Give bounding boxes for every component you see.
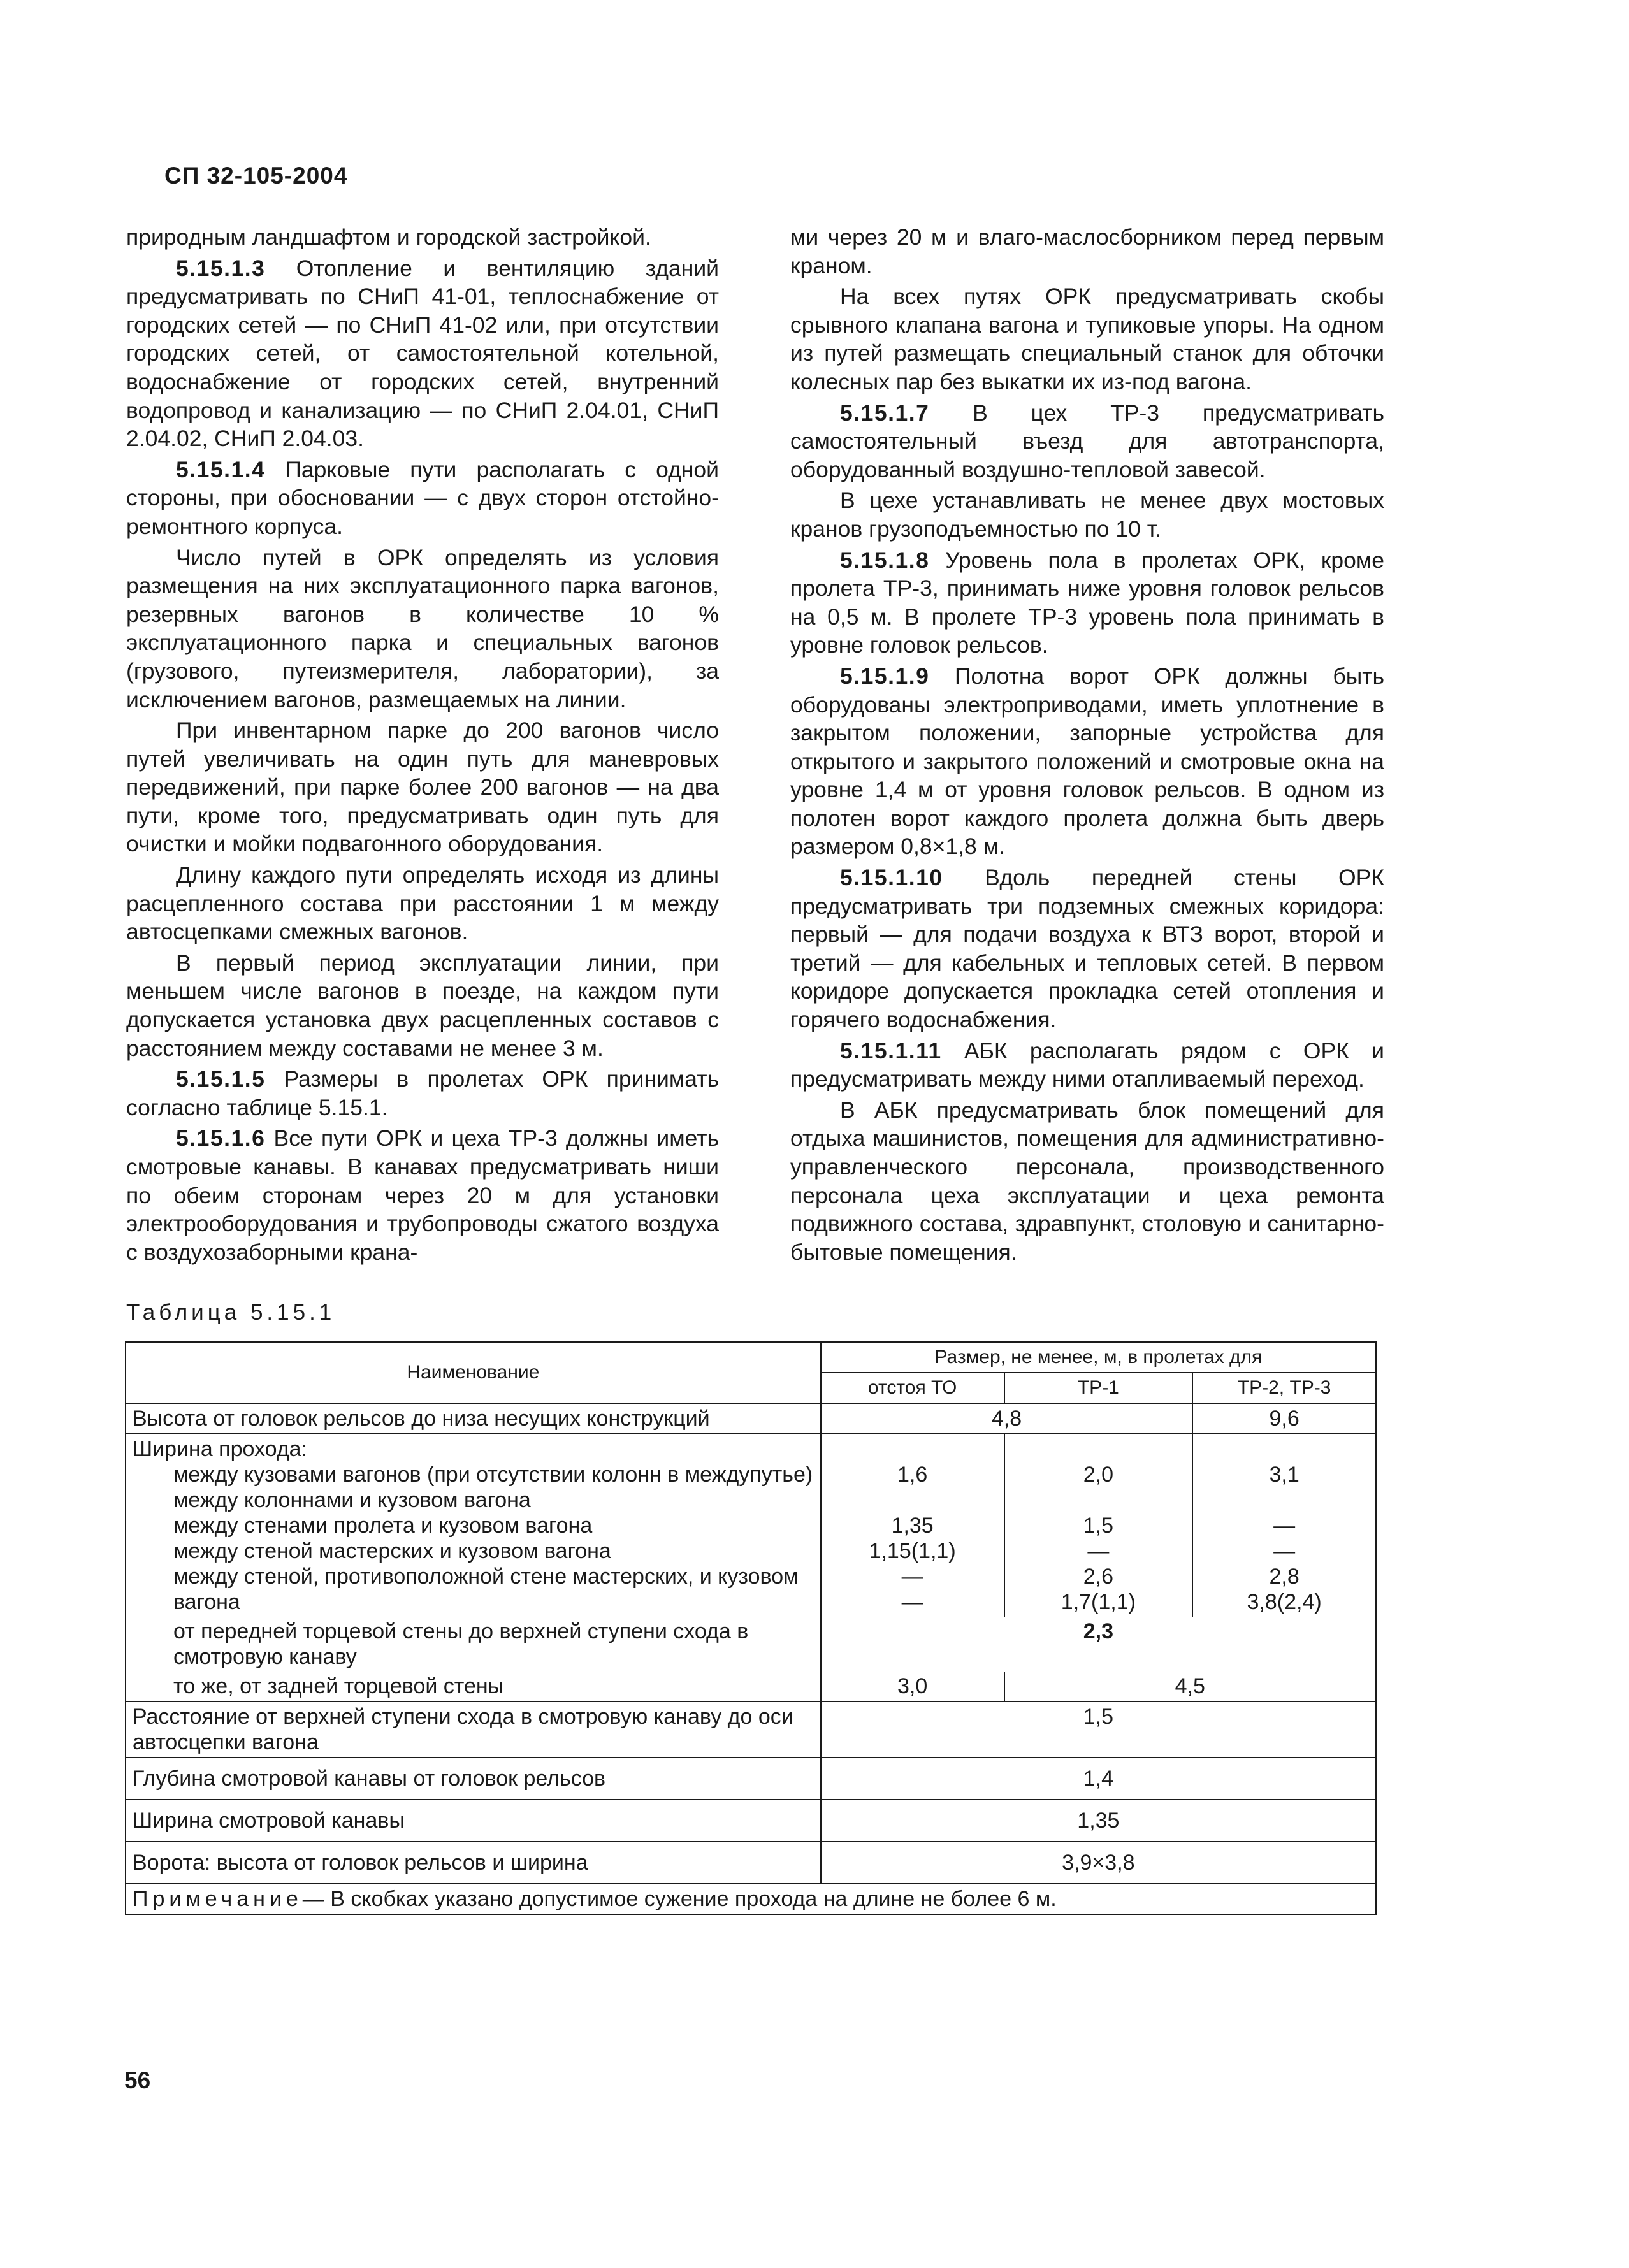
cell-value: — bbox=[1087, 1539, 1110, 1563]
paragraph-text: Полотна ворот ОРК должны быть оборудованы электроприводами, иметь уплотнение в закрытом положении, запорные устройства для открытого и закрытого положений и смотровые окна на уровне 1,4 м от уровня головок рельсов. В одном из полотен ворот каждого пролета должна быть дверь размером 0,8×1,8 м. bbox=[790, 663, 1384, 860]
paragraph-text: Размеры в пролетах ОРК принимать согласно таблице 5.15.1. bbox=[126, 1066, 719, 1120]
cell-value: 3,1 bbox=[1269, 1463, 1300, 1487]
table-note-row bbox=[126, 1884, 1376, 1914]
cell-value: 2,6 bbox=[1083, 1564, 1113, 1589]
paragraph-text: Вдоль передней стены ОРК предусматривать три подземных смежных коридора: первый — для подачи воздуха к ВТЗ ворот, второй и третий — для кабельных и тепловых сетей. В первом коридоре допускается прокладка сетей отопления и горячего водоснабжения. bbox=[790, 865, 1384, 1033]
clause-number: 5.15.1.9 bbox=[840, 663, 930, 689]
paragraph: В АБК предусматривать блок помещений для отдыха машинистов, помещения для административно-управленческого персонала, производственного персонала цеха эксплуатации и цеха ремонта подвижного состава, здравпункт, столовую и санитарно-бытовые помещения. bbox=[790, 1097, 1384, 1265]
table-row bbox=[126, 1701, 1376, 1758]
sub-label: между стеной мастерских и кузовом вагона bbox=[173, 1539, 611, 1563]
paragraph: При инвентарном парке до 200 вагонов число путей увеличивать на один путь для маневровых передвижений, при парке более 200 вагонов — на два пути, кроме того, предусматривать один путь для очистки и мойки подвагонного оборудования. bbox=[126, 718, 719, 857]
clause-number: 5.15.1.4 bbox=[176, 456, 266, 482]
header-col-2: ТР-1 bbox=[1004, 1373, 1193, 1403]
paragraph-text: Все пути ОРК и цеха ТР-3 должны иметь смотровые канавы. В канавах предусматривать ниши по обеим сторонам через 20 м для установки электрооборудования и трубопроводы сжатого воздуха с воздухозаборными крана- bbox=[126, 1125, 719, 1265]
row-label: Высота от головок рельсов до низа несущих конструкций bbox=[126, 1403, 821, 1434]
clause-number: 5.15.1.3 bbox=[176, 255, 266, 281]
cell-value: 9,6 bbox=[1192, 1403, 1376, 1434]
cell-value: 1,5 bbox=[1083, 1513, 1113, 1538]
paragraph bbox=[790, 399, 1384, 484]
cell-value: 1,4 bbox=[821, 1758, 1376, 1800]
table-row bbox=[126, 1617, 1376, 1672]
paragraph bbox=[126, 1065, 719, 1122]
clause-number: 5.15.1.6 bbox=[176, 1125, 266, 1152]
cell-value: 1,5 bbox=[821, 1701, 1376, 1758]
cell-value: 1,15(1,1) bbox=[869, 1539, 956, 1563]
group-title: Ширина прохода: bbox=[133, 1437, 308, 1461]
cell-value: — bbox=[1273, 1513, 1296, 1538]
paragraph bbox=[126, 1124, 719, 1266]
table-row bbox=[126, 1672, 1376, 1701]
cell-value: 2,0 bbox=[1083, 1463, 1113, 1487]
sub-label: между стенами пролета и кузовом вагона bbox=[173, 1513, 593, 1538]
paragraph-text: В цех ТР-3 предусматривать самостоятельный въезд для автотранспорта, оборудованный воздушно-тепловой завесой. bbox=[790, 400, 1384, 482]
document-code: СП 32-105-2004 bbox=[164, 163, 348, 189]
cell-column bbox=[821, 1434, 1004, 1617]
sub-label: между кузовами вагонов (при отсутствии колонн в междупутье) bbox=[173, 1463, 813, 1487]
cell-value: — bbox=[901, 1590, 923, 1614]
paragraph bbox=[126, 456, 719, 541]
header-group: Размер, не менее, м, в пролетах для bbox=[821, 1342, 1376, 1373]
paragraph bbox=[790, 1037, 1384, 1094]
clause-number: 5.15.1.11 bbox=[840, 1037, 942, 1064]
cell-value: 2,8 bbox=[1269, 1564, 1300, 1589]
clause-number: 5.15.1.5 bbox=[176, 1066, 266, 1092]
paragraph: Длину каждого пути определять исходя из длины расцепленного состава при расстоянии 1 м между автосцепками смежных вагонов. bbox=[126, 862, 719, 945]
table-row bbox=[126, 1403, 1376, 1434]
row-label: Расстояние от верхней ступени схода в смотровую канаву до оси автосцепки вагона bbox=[126, 1701, 821, 1758]
paragraph bbox=[790, 863, 1384, 1034]
sub-label: между стеной, противоположной стене мастерских, и кузовом вагона bbox=[173, 1564, 799, 1614]
header-name: Наименование bbox=[126, 1342, 821, 1403]
row-label: Глубина смотровой канавы от головок рельсов bbox=[126, 1758, 821, 1800]
paragraph-text: Парковые пути располагать с одной стороны, при обосновании — с двух сторон отстойно-ремонтного корпуса. bbox=[126, 456, 719, 539]
row-label: Ворота: высота от головок рельсов и ширина bbox=[126, 1842, 821, 1884]
clause-number: 5.15.1.7 bbox=[840, 400, 930, 426]
clause-number: 5.15.1.8 bbox=[840, 547, 930, 573]
paragraph: Число путей в ОРК определять из условия размещения на них эксплуатационного парка вагонов, резервных вагонов в количестве 10 % эксплуатационного парка и специальных вагонов (грузового, путеизмерителя, лаборатории), за исключением вагонов, размещаемых на линии. bbox=[126, 544, 719, 712]
sub-label: между колоннами и кузовом вагона bbox=[173, 1488, 531, 1512]
paragraph-text: АБК располагать рядом с ОРК и предусматривать между ними отапливаемый переход. bbox=[790, 1037, 1384, 1092]
paragraph: На всех путях ОРК предусматривать скобы срывного клапана вагона и тупиковые упоры. На одном из путей размещать специальный станок для обточки колесных пар без выкатки их из-под вагона. bbox=[790, 284, 1384, 394]
cell-value: 3,8(2,4) bbox=[1247, 1590, 1322, 1614]
cell-value: 1,6 bbox=[897, 1463, 928, 1487]
clause-number: 5.15.1.10 bbox=[840, 865, 943, 891]
sub-label: то же, от задней торцевой стены bbox=[173, 1674, 504, 1698]
dimensions-table bbox=[125, 1341, 1377, 1915]
cell-value: 1,7(1,1) bbox=[1061, 1590, 1136, 1614]
cell-value: 2,3 bbox=[821, 1617, 1376, 1672]
table-header-row bbox=[126, 1342, 1376, 1373]
paragraph bbox=[790, 662, 1384, 861]
cell-value: 3,0 bbox=[821, 1672, 1004, 1701]
sub-label: от передней торцевой стены до верхней ступени схода в смотровую канаву bbox=[173, 1619, 749, 1669]
table-row bbox=[126, 1434, 1376, 1617]
cell-value: 1,35 bbox=[891, 1513, 934, 1538]
right-column bbox=[790, 223, 1384, 1266]
header-col-3: ТР-2, ТР-3 bbox=[1192, 1373, 1376, 1403]
cell-column bbox=[1192, 1434, 1376, 1617]
row-label: Ширина смотровой канавы bbox=[126, 1800, 821, 1842]
table-row bbox=[126, 1758, 1376, 1800]
note-label: Примечание bbox=[133, 1887, 303, 1911]
row-label bbox=[126, 1617, 821, 1672]
table-row bbox=[126, 1842, 1376, 1884]
cell-value: 4,5 bbox=[1004, 1672, 1376, 1701]
table-row bbox=[126, 1800, 1376, 1842]
header-col-1: отстоя ТО bbox=[821, 1373, 1004, 1403]
cell-column bbox=[1004, 1434, 1193, 1617]
table-note bbox=[126, 1884, 1376, 1914]
paragraph-text: Уровень пола в пролетах ОРК, кроме пролета ТР-3, принимать ниже уровня головок рельсов на 0,5 м. В пролете ТР-3 уровень пола принимать в уровне головок рельсов. bbox=[790, 547, 1384, 658]
paragraph: В цехе устанавливать не менее двух мостовых кранов грузоподъемностью по 10 т. bbox=[790, 488, 1384, 542]
cell-value: — bbox=[1273, 1539, 1296, 1563]
cell-value: 4,8 bbox=[821, 1403, 1192, 1434]
left-column bbox=[126, 223, 719, 1266]
paragraph: В первый период эксплуатации линии, при меньшем числе вагонов в поезде, на каждом пути допускается установка двух расцепленных составов с расстоянием между составами не менее 3 м. bbox=[126, 950, 719, 1061]
cell-value: 3,9×3,8 bbox=[821, 1842, 1376, 1884]
paragraph-text: Отопление и вентиляцию зданий предусматривать по СНиП 41-01, теплоснабжение от городских сетей — по СНиП 41-02 или, при отсутствии городских сетей, от самостоятельной котельной, водоснабжение от городских сетей, внутренний водопровод и канализацию — по СНиП 2.04.01, СНиП 2.04.02, СНиП 2.04.03. bbox=[126, 255, 719, 452]
row-label bbox=[126, 1434, 821, 1617]
cell-value: — bbox=[901, 1564, 923, 1589]
note-text: — В скобках указано допустимое сужение прохода на длине не более 6 м. bbox=[302, 1887, 1057, 1911]
row-label bbox=[126, 1672, 821, 1701]
paragraph bbox=[790, 546, 1384, 660]
paragraph: природным ландшафтом и городской застройкой. bbox=[126, 224, 651, 250]
page-number: 56 bbox=[124, 2067, 151, 2093]
paragraph: ми через 20 м и влаго-маслосборником перед первым краном. bbox=[790, 224, 1384, 278]
table-caption: Таблица 5.15.1 bbox=[126, 1300, 336, 1325]
paragraph bbox=[126, 254, 719, 453]
cell-value: 1,35 bbox=[821, 1800, 1376, 1842]
